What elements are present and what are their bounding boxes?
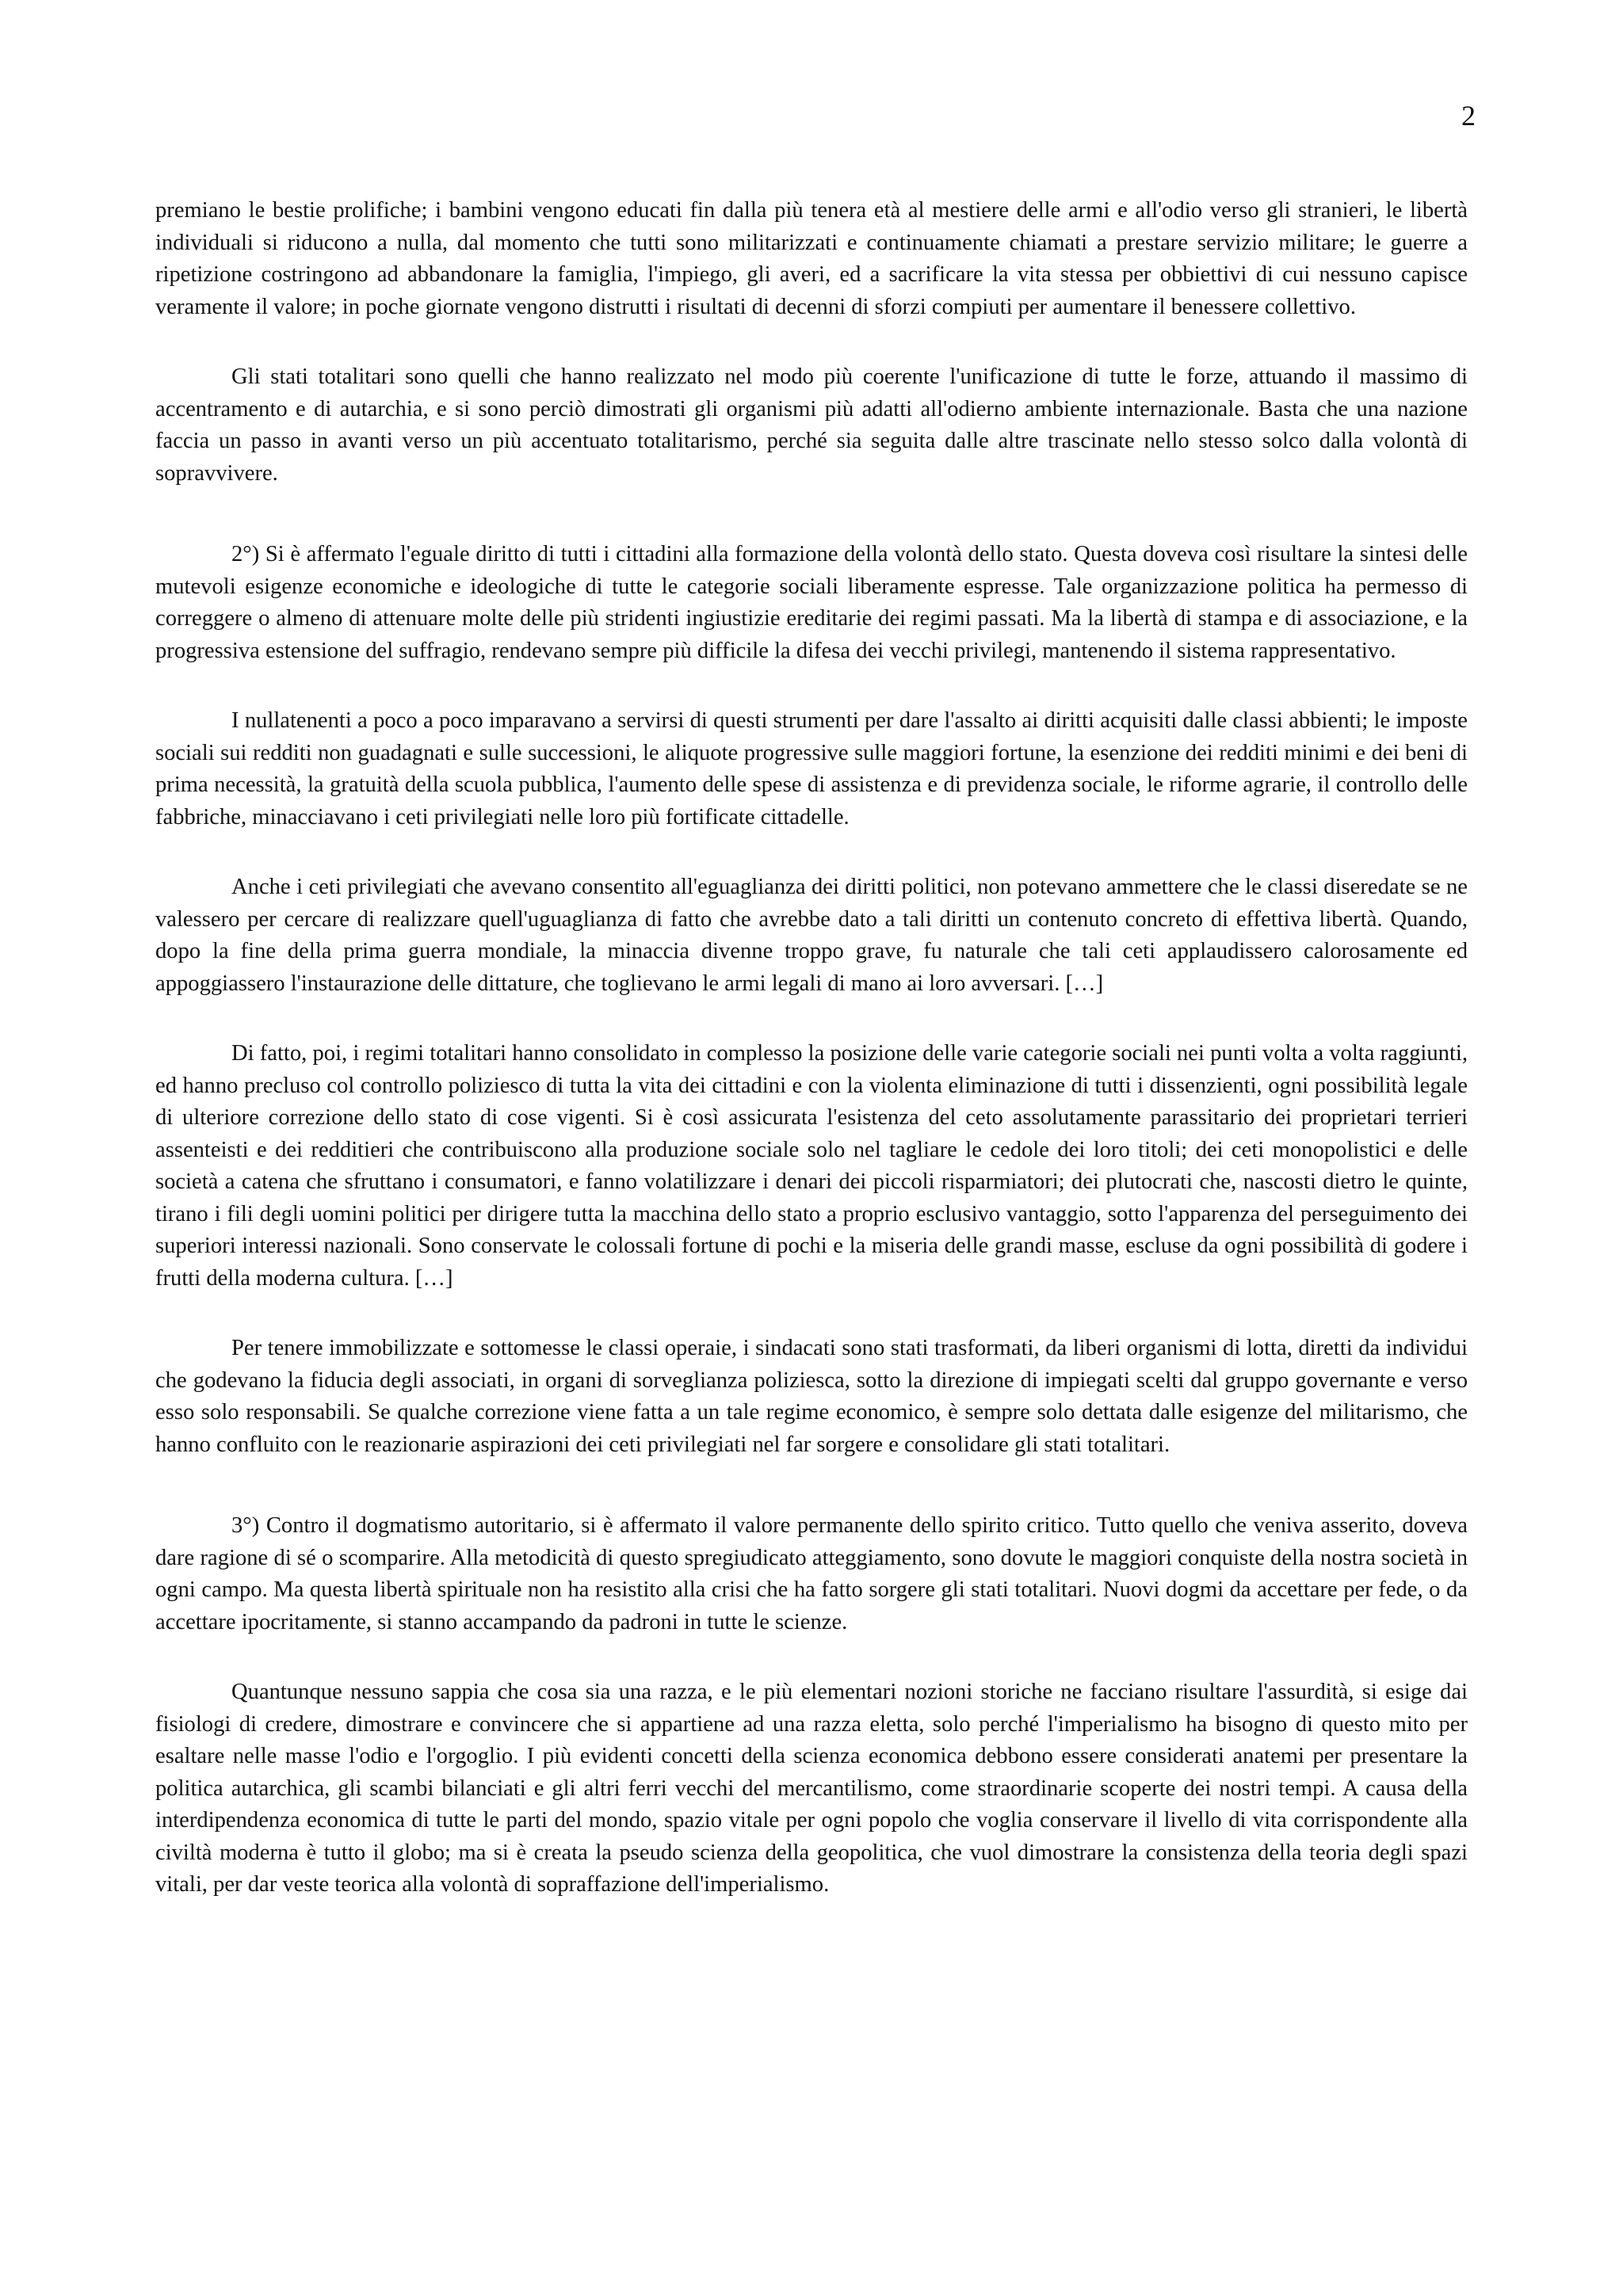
paragraph: Per tenere immobilizzate e sottomesse le classi operaie, i sindacati sono stati trasformati, da liberi organismi di lotta, diretti da individui che godevano la fiducia degli associati, in organi di sorveglianza poliziesca, sotto la direzione di impiegati scelti dal gruppo governante e verso esso solo responsabili. Se qualche correzione viene fatta a un tale regime economico, è sempre solo dettata dalle esigenze del militarismo, che hanno confluito con le reazionarie aspirazioni dei ceti privilegiati nel far sorgere e consolidare gli stati totalitari. <box>155 1336 1468 1457</box>
paragraph: Quantunque nessuno sappia che cosa sia una razza, e le più elementari nozioni storiche ne facciano risultare l'assurdità, si esige dai fisiologi di credere, dimostrare e convincere che si appartiene ad una razza eletta, solo perché l'imperialismo ha bisogno di questo mito per esaltare nelle masse l'odio e l'orgoglio. I più evidenti concetti della scienza economica debbono essere considerati anatemi per presentare la politica autarchica, gli scambi bilanciati e gli altri ferri vecchi del mercantilismo, come straordinarie scoperte dei nostri tempi. A causa della interdipendenza economica di tutte le parti del mondo, spazio vitale per ogni popolo che voglia conservare il livello di vita corrispondente alla civiltà moderna è tutto il globo; ma si è creata la pseudo scienza della geopolitica, che vuol dimostrare la consistenza della teoria degli spazi vitali, per dar veste teorica alla volontà di sopraffazione dell'imperialismo. <box>155 1680 1468 1897</box>
paragraph: 2°) Si è affermato l'eguale diritto di tutti i cittadini alla formazione della volontà dello stato. Questa doveva così risultare la sintesi delle mutevoli esigenze economiche e ideologiche di tutte le categorie sociali liberamente espresse. Tale organizzazione politica ha permesso di correggere o almeno di attenuare molte delle più stridenti ingiustizie ereditarie dei regimi passati. Ma la libertà di stampa e di associazione, e la progressiva estensione del suffragio, rendevano sempre più difficile la difesa dei vecchi privilegi, mantenendo il sistema rappresentativo. <box>155 542 1468 663</box>
paragraph: Di fatto, poi, i regimi totalitari hanno consolidato in complesso la posizione delle varie categorie sociali nei punti volta a volta raggiunti, ed hanno precluso col controllo poliziesco di tutta la vita dei cittadini e con la violenta eliminazione di tutti i dissenzienti, ogni possibilità legale di ulteriore correzione dello stato di cose vigenti. Si è così assicurata l'esistenza del ceto assolutamente parassitario dei proprietari terrieri assenteisti e dei redditieri che contribuiscono alla produzione sociale solo nel tagliare le cedole dei loro titoli; dei ceti monopolistici e delle società a catena che sfruttano i consumatori, e fanno volatilizzare i denari dei piccoli risparmiatori; dei plutocrati che, nascosti dietro le quinte, tirano i fili degli uomini politici per dirigere tutta la macchina dello stato a proprio esclusivo vantaggio, sotto l'apparenza del perseguimento dei superiori interessi nazionali. Sono conservate le colossali fortune di pochi e la miseria delle grandi masse, escluse da ogni possibilità di godere i frutti della moderna cultura. […] <box>155 1041 1468 1291</box>
paragraph: Anche i ceti privilegiati che avevano consentito all'eguaglianza dei diritti politici, non potevano ammettere che le classi diseredate se ne valessero per cercare di realizzare quell'uguaglianza di fatto che avrebbe dato a tali diritti un contenuto concreto di effettiva libertà. Quando, dopo la fine della prima guerra mondiale, la minaccia divenne troppo grave, fu naturale che tali ceti applaudissero calorosamente ed appoggiassero l'instaurazione delle dittature, che toglievano le armi legali di mano ai loro avversari. […] <box>155 875 1468 996</box>
page-number: 2 <box>1461 100 1476 132</box>
paragraph: Gli stati totalitari sono quelli che hanno realizzato nel modo più coerente l'unificazione di tutte le forze, attuando il massimo di accentramento e di autarchia, e si sono perciò dimostrati gli organismi più adatti all'odierno ambiente internazionale. Basta che una nazione faccia un passo in avanti verso un più accentuato totalitarismo, perché sia seguita dalle altre trascinate nello stesso solco dalla volontà di sopravvivere. <box>155 364 1468 486</box>
paragraph: premiano le bestie prolifiche; i bambini vengono educati fin dalla più tenera età al mestiere delle armi e all'odio verso gli stranieri, le libertà individuali si riducono a nulla, dal momento che tutti sono militarizzati e continuamente chiamati a prestare servizio militare; le guerre a ripetizione costringono ad abbandonare la famiglia, l'impiego, gli averi, ed a sacrificare la vita stessa per obbiettivi di cui nessuno capisce veramente il valore; in poche giornate vengono distrutti i risultati di decenni di sforzi compiuti per aumentare il benessere collettivo. <box>155 198 1468 319</box>
paragraph: 3°) Contro il dogmatismo autoritario, si è affermato il valore permanente dello spirito critico. Tutto quello che veniva asserito, doveva dare ragione di sé o scomparire. Alla metodicità di questo spregiudicato atteggiamento, sono dovute le maggiori conquiste della nostra società in ogni campo. Ma questa libertà spirituale non ha resistito alla crisi che ha fatto sorgere gli stati totalitari. Nuovi dogmi da accettare per fede, o da accettare ipocritamente, si stanno accampando da padroni in tutte le scienze. <box>155 1513 1468 1634</box>
body-text <box>155 195 1468 1901</box>
paragraph: I nullatenenti a poco a poco imparavano a servirsi di questi strumenti per dare l'assalto ai diritti acquisiti dalle classi abbienti; le imposte sociali sui redditi non guadagnati e sulle successioni, le aliquote progressive sulle maggiori fortune, la esenzione dei redditi minimi e dei beni di prima necessità, la gratuità della scuola pubblica, l'aumento delle spese di assistenza e di previdenza sociale, le riforme agrarie, il controllo delle fabbriche, minacciavano i ceti privilegiati nelle loro più fortificate cittadelle. <box>155 708 1468 830</box>
